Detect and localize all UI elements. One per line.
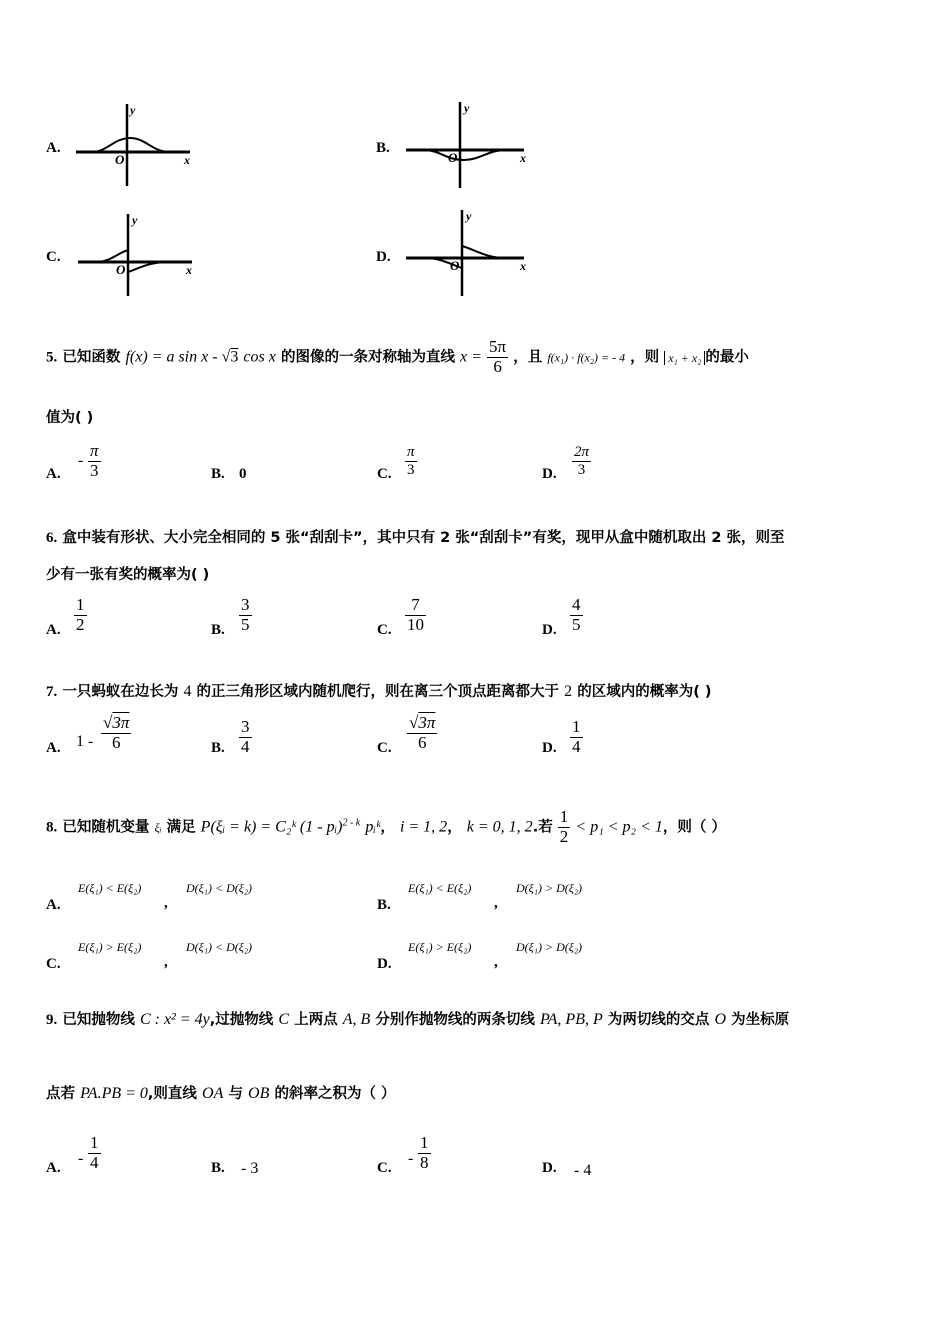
q8-text-4: ， xyxy=(447,819,462,836)
q6-option-d-label: D. xyxy=(542,622,557,638)
q7-distance: 2 xyxy=(564,683,573,700)
q8-number: 8. xyxy=(46,819,58,836)
q7-option-a-value[interactable]: $\frac{√3\pi}{6}$ xyxy=(103,713,130,752)
q9-text-6: 为坐标原 xyxy=(731,1012,790,1028)
q8-stem xyxy=(46,808,726,846)
q5-text-2: 的图像的一条对称轴为直线 xyxy=(280,349,455,366)
q9-stem-line2 xyxy=(46,1082,396,1103)
q9-text-8: ,则直线 xyxy=(147,1086,197,1102)
q4-option-d-label: D. xyxy=(376,249,391,265)
q8-option-b-label: B. xyxy=(377,897,391,913)
q8-formula: P(ξᵢ = k) = C₂ᵏ (1 - pᵢ) xyxy=(200,818,343,836)
q7-option-c-value[interactable]: $\frac{√3\pi}{6}$ xyxy=(409,713,436,752)
q9-text-3: 上两点 xyxy=(294,1012,338,1028)
q5-cos: cos x xyxy=(243,348,276,366)
q9-line-ob: OB xyxy=(248,1085,270,1102)
q4-d-x-axis-label: x xyxy=(520,259,526,273)
q7-option-a-prefix: 1 - xyxy=(76,733,94,750)
q5-sqrt: √3 xyxy=(221,348,239,366)
q5-option-a-sign: - xyxy=(78,452,84,469)
q5-option-d-label: D. xyxy=(542,466,557,482)
q4-a-origin-label: O xyxy=(115,152,125,167)
q9-text-7: 点若 xyxy=(46,1086,75,1102)
q6-option-a-value[interactable]: $\frac{1}{2}$ xyxy=(76,595,85,634)
q5-abs-value: x₁ + x₂ xyxy=(664,351,705,365)
q8-option-c-label: C. xyxy=(46,956,61,972)
q7-option-b-label: B. xyxy=(211,740,225,756)
q9-text-4: 分别作抛物线的两条切线 xyxy=(375,1012,535,1028)
q7-number: 7. xyxy=(46,684,58,700)
q8-option-a-comma: , xyxy=(164,895,168,911)
q5-x-equals: x = xyxy=(460,348,482,366)
q8-text-3: ， xyxy=(380,819,395,836)
q8-option-a-d[interactable]: D(ξ₁) < D(ξ₂) xyxy=(186,881,253,895)
q5-condition: f(x₁) · f(x₂) = - 4 xyxy=(547,350,626,365)
q6-number: 6. xyxy=(46,530,58,546)
q9-option-b-value[interactable]: - 3 xyxy=(241,1160,259,1177)
q4-a-y-axis-label: y xyxy=(130,103,136,117)
q8-option-c-comma: , xyxy=(164,954,168,970)
q9-option-d-label: D. xyxy=(542,1160,557,1176)
q4-c-y-axis-label: y xyxy=(132,213,138,227)
q9-curve-c: C xyxy=(278,1011,290,1028)
q8-option-d-d[interactable]: D(ξ₁) > D(ξ₂) xyxy=(516,940,583,954)
q8-exponent: 2 - k xyxy=(342,817,361,829)
q5-stem-line1 xyxy=(46,338,749,376)
q8-option-a-label: A. xyxy=(46,897,61,913)
q8-option-c-d[interactable]: D(ξ₁) < D(ξ₂) xyxy=(186,940,253,954)
q5-option-a-value[interactable]: $\frac{\pi}{3}$ xyxy=(90,441,99,480)
q9-origin-o: O xyxy=(714,1011,726,1028)
q4-graph-a xyxy=(72,100,202,190)
q5-text-1: 已知函数 xyxy=(62,349,121,366)
q8-i-range: i = 1, 2 xyxy=(399,818,448,836)
q4-graph-b xyxy=(402,98,532,190)
q9-points-ab: A, B xyxy=(342,1011,371,1028)
q9-number: 9. xyxy=(46,1012,58,1028)
q9-text-1: 已知抛物线 xyxy=(62,1012,135,1028)
q4-c-x-axis-label: x xyxy=(186,263,192,277)
q5-function: f(x) = a sin x - xyxy=(125,348,222,366)
q9-option-c-value[interactable]: $\frac{1}{8}$ xyxy=(420,1133,429,1172)
q7-option-d-label: D. xyxy=(542,740,557,756)
q6-option-c-label: C. xyxy=(377,622,392,638)
q8-option-b-d[interactable]: D(ξ₁) > D(ξ₂) xyxy=(516,881,583,895)
q4-option-b-label: B. xyxy=(376,140,390,156)
q6-option-b-label: B. xyxy=(211,622,225,638)
q5-option-c-value[interactable]: $\frac{\pi}{3}$ xyxy=(407,444,415,478)
q4-option-a-label: A. xyxy=(46,140,61,156)
q4-d-origin-label: O xyxy=(450,258,460,273)
q8-text-1: 已知随机变量 xyxy=(62,819,150,836)
q5-option-c-label: C. xyxy=(377,466,392,482)
q8-option-d-label: D. xyxy=(377,956,392,972)
q7-stem xyxy=(46,680,712,701)
q8-k-range: k = 0, 1, 2 xyxy=(466,818,533,836)
q7-option-d-value[interactable]: $\frac{1}{4}$ xyxy=(572,717,581,756)
q8-text-5: .若 xyxy=(532,819,553,836)
q7-option-b-value[interactable]: $\frac{3}{4}$ xyxy=(241,717,250,756)
q8-option-d-comma: , xyxy=(494,954,498,970)
q7-text-2: 的正三角形区域内随机爬行，则在离三个顶点距离都大于 xyxy=(196,684,560,700)
q8-inequality: < p₁ < p₂ < 1 xyxy=(575,818,663,836)
q4-c-origin-label: O xyxy=(116,262,126,277)
q9-parabola: C : x² = 4y xyxy=(139,1011,210,1028)
q7-text-3: 的区域内的概率为( ) xyxy=(577,684,712,700)
q5-axis-fraction: $\frac{5\pi}{6}$ xyxy=(489,337,507,376)
q4-graph-c xyxy=(74,210,204,300)
q9-option-a-value[interactable]: $\frac{1}{4}$ xyxy=(90,1133,99,1172)
q9-text-2: ,过抛物线 xyxy=(209,1012,274,1028)
q4-a-x-axis-label: x xyxy=(184,153,190,167)
q8-option-b-e[interactable]: E(ξ₁) < E(ξ₂) xyxy=(408,881,472,895)
q4-graph-d xyxy=(402,206,532,298)
q5-option-a-label: A. xyxy=(46,466,61,482)
q9-line-oa: OA xyxy=(202,1085,224,1102)
q5-text-3: ，且 xyxy=(513,349,543,366)
q5-stem-line2: 值为( ) xyxy=(46,410,94,426)
q9-tangents: PA, PB, P xyxy=(539,1011,603,1028)
q8-text-6: ，则（ ） xyxy=(662,819,726,836)
q9-text-5: 为两切线的交点 xyxy=(607,1012,710,1028)
q8-random-variable: ξᵢ xyxy=(154,820,162,835)
q6-option-a-label: A. xyxy=(46,622,61,638)
q6-option-c-value[interactable]: $\frac{7}{10}$ xyxy=(407,595,424,634)
q6-stem-line1 xyxy=(46,526,785,547)
q4-option-c-label: C. xyxy=(46,249,61,265)
q5-number: 5. xyxy=(46,349,58,366)
q5-text-5: 的最小 xyxy=(705,349,749,366)
q6-option-d-value[interactable]: $\frac{4}{5}$ xyxy=(572,595,581,634)
q9-option-c-sign: - xyxy=(408,1150,414,1167)
q4-b-origin-label: O xyxy=(448,150,458,165)
q7-option-a-label: A. xyxy=(46,740,61,756)
q8-option-a-e[interactable]: E(ξ₁) < E(ξ₂) xyxy=(78,881,142,895)
q9-option-a-label: A. xyxy=(46,1160,61,1176)
q6-text-1: 盒中装有形状、大小完全相同的 5 张“刮刮卡”，其中只有 2 张“刮刮卡”有奖，现甲从盒中随机取出 2 张，则至 xyxy=(62,530,785,546)
q5-option-b-label: B. xyxy=(211,466,225,482)
q9-text-10: 的斜率之积为（ ） xyxy=(274,1086,396,1102)
q8-option-c-e[interactable]: E(ξ₁) > E(ξ₂) xyxy=(78,940,142,954)
q8-option-d-e[interactable]: E(ξ₁) > E(ξ₂) xyxy=(408,940,472,954)
q9-option-d-value[interactable]: - 4 xyxy=(574,1162,592,1179)
q6-option-b-value[interactable]: $\frac{3}{5}$ xyxy=(241,595,250,634)
q8-formula-tail: pᵢᵏ xyxy=(365,818,381,836)
q9-option-b-label: B. xyxy=(211,1160,225,1176)
q9-text-9: 与 xyxy=(228,1086,243,1102)
q7-side-length: 4 xyxy=(183,683,192,700)
q7-text-1: 一只蚂蚁在边长为 xyxy=(62,684,179,700)
q4-b-y-axis-label: y xyxy=(464,101,470,115)
q8-option-b-comma: , xyxy=(494,895,498,911)
q8-half-fraction: $\frac{1}{2}$ xyxy=(559,807,569,846)
q9-stem-line1 xyxy=(46,1008,789,1029)
q9-dot-product: PA.PB = 0 xyxy=(80,1085,148,1102)
q9-option-c-label: C. xyxy=(377,1160,392,1176)
q5-sqrt-arg: 3 xyxy=(230,348,239,366)
q7-option-c-label: C. xyxy=(377,740,392,756)
q4-b-x-axis-label: x xyxy=(520,151,526,165)
q4-d-y-axis-label: y xyxy=(466,209,472,223)
q5-text-4: ，则 xyxy=(630,349,660,366)
q8-text-2: 满足 xyxy=(166,819,196,836)
q5-option-d-value[interactable]: $\frac{2\pi}{3}$ xyxy=(574,444,590,478)
q6-stem-line2: 少有一张有奖的概率为( ) xyxy=(46,567,210,583)
q9-option-a-sign: - xyxy=(78,1150,84,1167)
q5-option-b-value[interactable]: 0 xyxy=(239,466,247,482)
